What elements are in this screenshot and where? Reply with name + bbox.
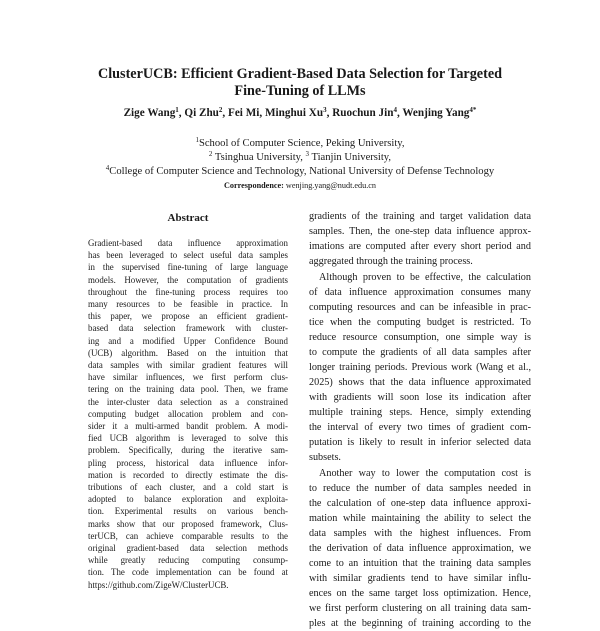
affiliation-text: College of Computer Science and Technology, National University of Defense Technology [109, 166, 495, 177]
abstract-line: while greatly reducing computing consump- [88, 555, 288, 566]
body-line: mation while maintaining the ability to select the [309, 513, 531, 524]
affiliation-text: Tsinghua University, [212, 152, 306, 163]
author-name: Qi Zhu [184, 107, 219, 119]
abstract-line: based data selection framework with cluster- [88, 323, 288, 334]
abstract-line: throughout the fine-tuning process requires too [88, 286, 288, 297]
abstract-line: fied UCB algorithm is leveraged to solve this [88, 433, 288, 444]
abstract-line: computing budget allocation problem and con- [88, 408, 288, 419]
author-affiliation-mark: 4* [469, 106, 477, 114]
abstract-line: problem. Specifically, during the iterative sam- [88, 445, 288, 456]
body-line: Although proven to be effective, the calculation [319, 272, 531, 283]
author [184, 107, 222, 119]
correspondence-label: Correspondence: [223, 181, 284, 190]
author [265, 107, 327, 119]
body-line: ences on the same target loss optimization. Hence, [309, 588, 531, 599]
abstract-line: sider it a multi-armed bandit problem. A modi- [88, 421, 288, 431]
title-line-1: ClusterUCB: Efficient Gradient-Based Data Selection for Targeted [97, 66, 503, 82]
author-affiliation-mark: 3 [323, 106, 327, 114]
body-line: of data influence approximation consumes many [309, 287, 531, 298]
paper-title [60, 66, 540, 100]
body-line: with gradients will soon lose its indication after [309, 392, 531, 403]
affiliation-mark: 2 [208, 150, 213, 158]
author [332, 107, 397, 119]
affiliation-2 [20, 151, 580, 164]
correspondence [40, 181, 560, 191]
abstract-line: marks show that our proposed framework, Clus- [88, 518, 288, 529]
abstract-line: terUCB, can achieve comparable results to the [88, 530, 288, 541]
body-line: with similar gradients tend to have similar influ- [309, 573, 531, 584]
body-line: the derivation of data influence approximation, we [309, 543, 531, 554]
affiliation-text: School of Computer Science, Peking University, [198, 138, 405, 149]
abstract-line: in the supervised fine-tuning of large language [88, 262, 288, 273]
body-line: to compute the gradients of all data samples after [309, 347, 531, 358]
author-affiliation-mark: 2 [218, 106, 223, 114]
body-line: longer training periods. Previous work (Wang et al., [309, 362, 531, 373]
body-line: we first perform clustering on all training data sam- [309, 603, 531, 614]
body-line: gradients of the training and target validation data [309, 211, 531, 222]
author [124, 107, 179, 119]
body-line: data samples with the highest influences. From [309, 528, 531, 539]
body-line: to reduce the number of data samples needed in [309, 483, 531, 494]
body-line: ples at the beginning of training according to the [309, 618, 531, 629]
abstract-line: the inter-cluster data selection as a constrained [88, 396, 288, 407]
abstract-line: ing and a modified Upper Confidence Bound [88, 335, 288, 346]
abstract-line: original gradient-based data selection methods [88, 543, 288, 553]
affiliation-mark: 4 [105, 164, 110, 172]
body-line: putation is likely to result in inferior selected data [309, 437, 531, 448]
abstract-line: tion. The code implementation can be found at [88, 567, 288, 578]
author [402, 107, 476, 119]
body-line: the calculation of one-step data influence approxi- [309, 498, 531, 509]
body-line: multiple training steps. Hence, simply extending [309, 407, 531, 418]
body-line: aggregated through the training process. [309, 256, 473, 267]
affiliation-text: Tianjin University, [309, 152, 392, 163]
author-name: Wenjing Yang [402, 107, 470, 119]
body-line: imations are computed after every short period and [309, 241, 531, 252]
abstract-line: data samples with similar gradient features will [88, 360, 288, 370]
body-line: come to an intuition that the training data samples [309, 558, 531, 569]
affiliation-mark: 1 [195, 136, 199, 144]
title-line-2: Fine-Tuning of LLMs [234, 83, 366, 99]
author-name: Fei Mi [228, 107, 260, 119]
abstract-heading: Abstract [167, 212, 209, 224]
abstract-line: many resources to be feasible in practice. In [88, 299, 288, 309]
abstract-line: models. However, the computation of gradients [88, 274, 288, 285]
abstract-line: have similar influences, we first perform clus- [88, 372, 288, 383]
body-line: reduce resource consumption, one simple way is [309, 332, 531, 343]
author-affiliation-mark: 4 [393, 106, 397, 114]
body-line: tice when the computing budget is restricted. To [309, 317, 531, 328]
abstract-line: pling process, historical data influence infor- [88, 457, 288, 468]
abstract-line: https://github.com/ZigeW/ClusterUCB. [88, 579, 229, 590]
affiliation-1 [20, 137, 580, 150]
body-line: Another way to lower the computation cost is [319, 468, 531, 479]
body-line: 2025) shows that the data influence approximated [309, 377, 531, 388]
author-name: Ruochun Jin [332, 107, 394, 119]
author-name: Minghui Xu [264, 107, 324, 119]
body-line: the interval of every two times of gradient com- [309, 422, 531, 433]
abstract-line: Gradient-based data influence approximation [88, 238, 288, 248]
author-affiliation-mark: 1 [175, 106, 179, 114]
author-list: Zige Wang$^1$, Qi Zhu$^2$, Fei Mi, Minghui Xu$^3$, Ruochun Jin$^4$, Wenjing Yang$^{4*}$ [123, 106, 477, 119]
abstract-line: tributions of each cluster, and a cold start is [88, 482, 288, 492]
abstract-line: tering on the training data pool. Then, we frame [88, 384, 288, 395]
correspondence-email: wenjing.yang@nudt.edu.cn [283, 181, 377, 190]
author-name: Zige Wang [123, 107, 176, 119]
affiliation-mark: 3 [305, 150, 310, 158]
author [228, 107, 259, 119]
body-line: subsets. [309, 452, 341, 463]
abstract-line: mation is recorded to directly estimate the dis- [88, 469, 288, 480]
body-line: computing resources and can be infeasible in prac- [309, 302, 531, 313]
abstract-line: tion. Experimental results on various bench- [88, 506, 288, 517]
body-line: samples. Then, the one-step data influence approx- [309, 226, 531, 237]
abstract-line: has been leveraged to select useful data samples [88, 250, 288, 261]
abstract-line: (UCB) algorithm. Based on the intuition that [88, 347, 288, 358]
abstract-line: adopted to balance exploration and exploita- [88, 494, 288, 505]
abstract-line: this paper, we propose an efficient gradient- [88, 311, 288, 322]
affiliation-3 [20, 165, 580, 178]
